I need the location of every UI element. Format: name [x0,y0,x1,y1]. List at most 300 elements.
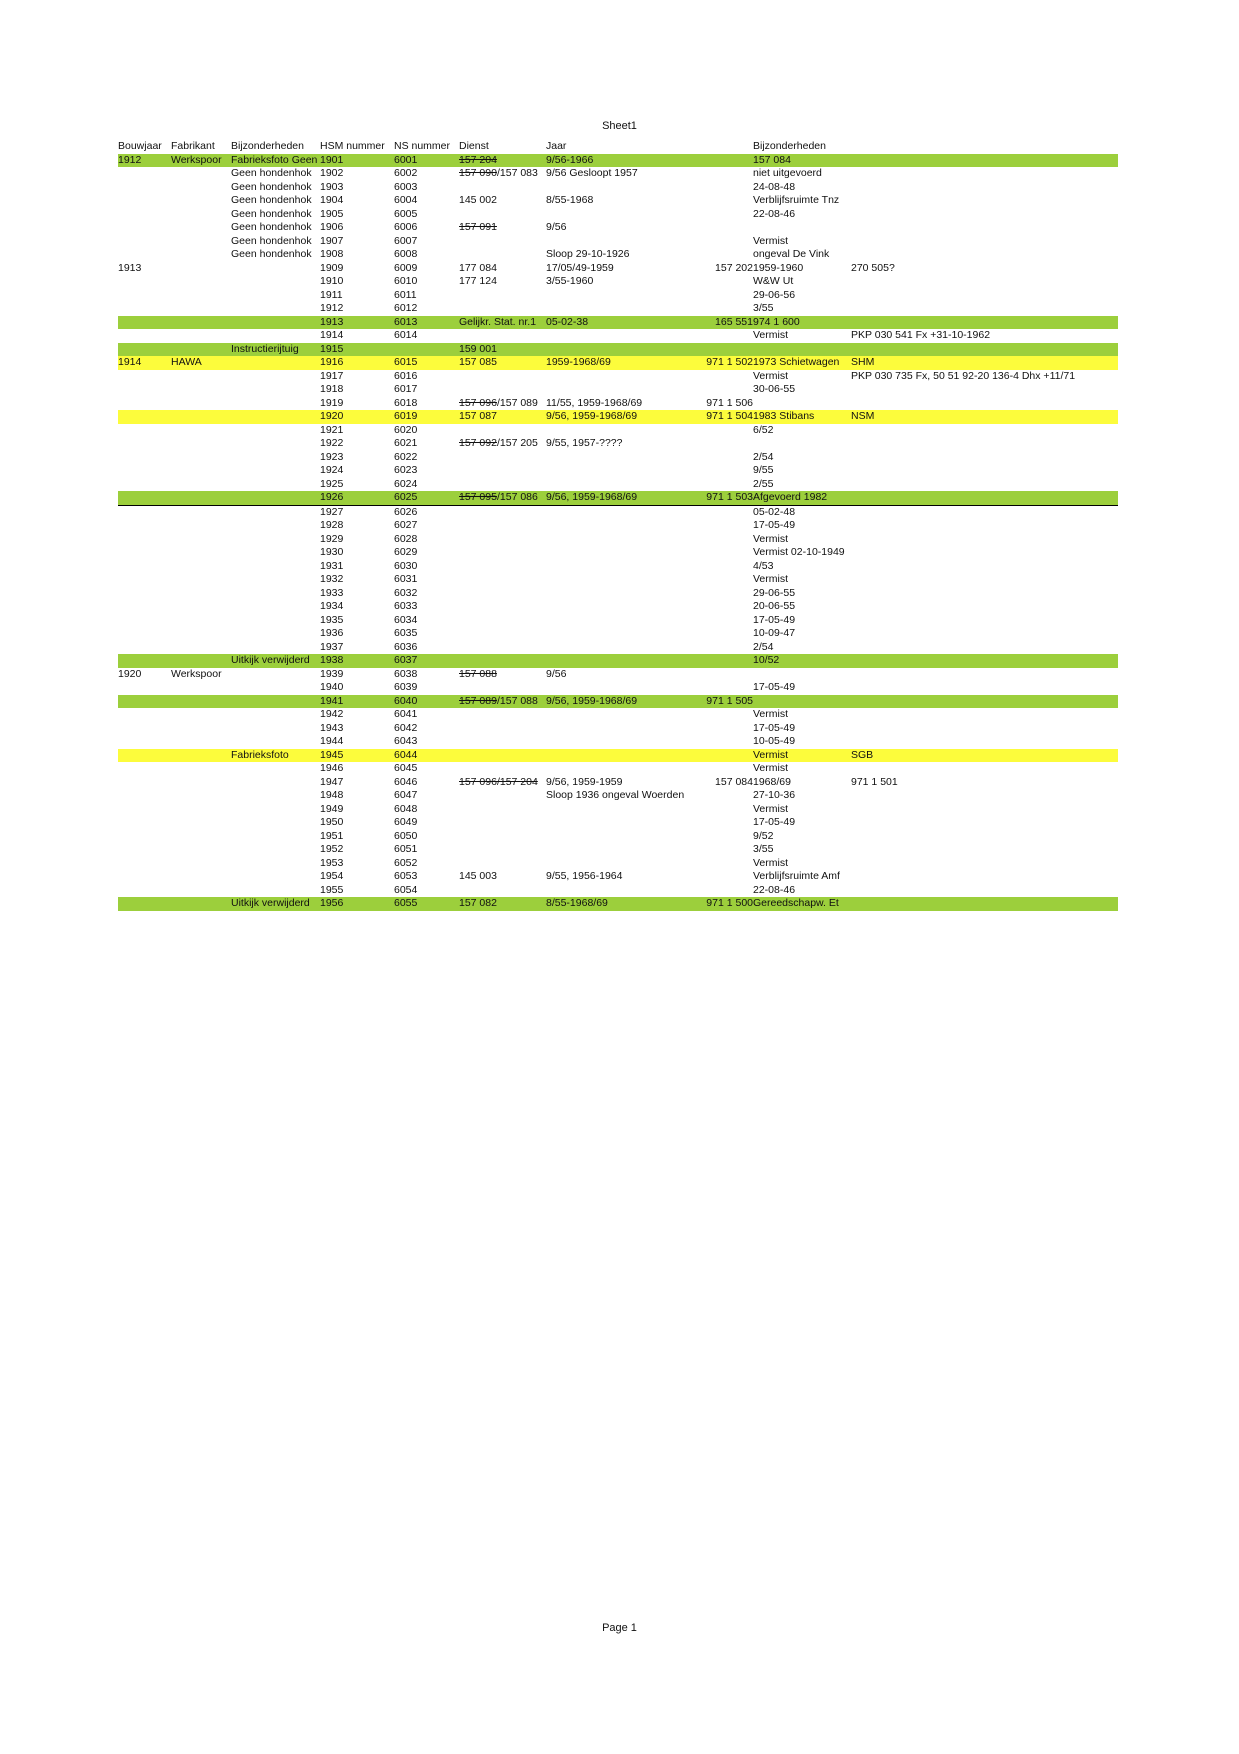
table-cell: Vermist 02-10-1949 [753,546,845,558]
table-cell: 17-05-49 [753,519,796,531]
table-cell: 05-02-38 [546,315,589,328]
table-cell: 1934 [320,600,344,612]
table-cell: 165 551 [715,315,753,328]
table-cell: 1914 [320,329,344,341]
dienst-number: 159 001 [459,342,497,355]
table-cell: 6040 [394,694,418,707]
table-cell: 1945 [320,748,344,761]
table-row [118,194,1118,208]
table-cell: 6017 [394,383,418,395]
table-cell: 9/56 Gesloopt 1957 [546,167,638,179]
dienst-number: /157 083 [496,167,538,179]
table-cell: Fabrieksfoto Geen [231,153,318,166]
table-cell: 1968/69 [753,775,791,788]
table-cell: 1914 [118,356,142,368]
table-row [118,884,1118,898]
table-cell: 971 1 501 [851,775,898,788]
table-cell: 1923 [320,450,344,463]
table-cell: Geen hondenhok [231,194,312,206]
table-cell: 6008 [394,248,418,260]
table-cell: SGB [851,748,874,761]
table-cell: Geen hondenhok [231,167,312,179]
table-cell: 9/56, 1959-1968/69 [546,694,638,707]
dienst-number: /157 088 [496,694,538,707]
table-cell: 1950 [320,816,344,828]
table-cell: Afgevoerd 1982 [753,491,828,503]
table-cell: 20-06-55 [753,600,796,612]
table-cell: 6011 [394,288,417,301]
table-row [118,451,1118,465]
table-cell: 1953 [320,856,344,869]
table-cell [459,194,545,208]
table-cell: 1942 [320,708,344,720]
table-cell: Gereedschapw. Et [753,897,839,909]
table-cell: Sloop 29-10-1926 [546,248,630,260]
table-row [118,627,1118,641]
column-header: Jaar [546,140,567,152]
table-row [118,533,1118,547]
table-cell: 6045 [394,762,418,774]
table-cell: 1913 [118,261,142,274]
data-table [118,140,1118,911]
table-cell: 1915 [320,342,344,355]
table-cell: Geen hondenhok [231,234,312,247]
table-cell: 30-06-55 [753,383,796,395]
table-row [118,668,1118,682]
table-cell: 1935 [320,613,344,626]
table-row [118,654,1118,668]
dienst-number: 177 124 [459,275,497,287]
table-cell [459,154,545,168]
table-cell: 1927 [320,505,344,518]
table-cell: 157 084 [753,153,791,166]
dienst-number: /157 089 [496,396,538,409]
table-cell: 29-06-56 [753,288,796,301]
column-header: Bijzonderheden [753,140,826,152]
struck-dienst-number: 157 089 [459,694,497,707]
table-cell: 6043 [394,735,418,747]
table-cell: 3/55 [753,302,774,314]
table-cell: 1936 [320,627,344,639]
table-cell [459,167,545,181]
table-cell: 2/54 [753,640,774,653]
table-cell: 1903 [320,180,344,193]
table-cell: 1901 [320,153,344,166]
table-row [118,208,1118,222]
column-header: Fabrikant [171,140,215,152]
table-cell: 6053 [394,870,418,882]
table-cell: 1929 [320,532,344,545]
table-cell: 10/52 [753,654,780,666]
table-cell: 1951 [320,829,344,842]
table-header-row [118,140,1118,154]
table-cell: 6013 [394,315,418,328]
table-row [118,316,1118,330]
table-row [118,491,1118,506]
table-row [118,695,1118,709]
table-cell: Werkspoor [171,153,222,166]
table-cell: 6035 [394,627,418,639]
table-row [118,830,1118,844]
dienst-number: 157 082 [459,897,497,909]
table-cell: 1905 [320,207,344,220]
table-row [118,343,1118,357]
table-row [118,546,1118,560]
table-cell [459,275,545,289]
table-row [118,816,1118,830]
table-cell: 1921 [320,423,344,436]
table-cell: Verblijfsruimte Tnz [753,194,840,206]
table-cell: 1949 [320,802,344,815]
column-header: NS nummer [394,140,451,152]
table-cell: 6015 [394,356,418,368]
struck-dienst-number: 157 095 [459,491,497,503]
table-cell: 1959-1960 [753,261,804,274]
table-cell: 6051 [394,843,418,855]
table-cell: Vermist [753,369,789,382]
table-cell: 6005 [394,207,418,220]
table-cell: Vermist [753,234,789,247]
table-row [118,789,1118,803]
table-row [118,221,1118,235]
table-cell: 1907 [320,234,344,247]
table-cell: Vermist [753,856,789,869]
table-cell [459,776,545,790]
table-cell: 6048 [394,802,418,815]
table-cell: 971 1 504 [706,410,753,422]
table-row [118,370,1118,384]
table-cell: 1943 [320,721,344,734]
table-row [118,587,1118,601]
table-cell: HAWA [171,356,202,368]
table-row [118,722,1118,736]
table-cell: 2/55 [753,477,774,490]
table-cell: 1912 [118,153,142,166]
table-cell: 6025 [394,491,418,503]
dienst-number: 157 087 [459,410,497,422]
table-cell: 6032 [394,586,418,599]
table-row [118,857,1118,871]
table-cell: 1902 [320,167,344,179]
table-cell: 17-05-49 [753,681,796,693]
table-cell: 974 1 600 [753,315,800,328]
table-cell: 971 1 500 [706,897,753,909]
table-cell: 1955 [320,883,344,896]
table-cell: 17/05/49-1959 [546,261,614,274]
table-cell [459,668,545,682]
table-cell: 1909 [320,261,344,274]
dienst-number: Gelijkr. Stat. nr.1 [459,315,537,328]
table-cell: 971 1 506 [706,396,753,409]
struck-dienst-number: 157 090 [459,167,497,179]
table-cell: 6/52 [753,423,774,436]
dienst-number: /157 205 [496,437,538,449]
struck-dienst-number: 157 096/157 204 [459,775,538,788]
table-cell: 6047 [394,789,418,801]
table-cell: 6026 [394,505,418,518]
table-cell: 1924 [320,464,344,476]
table-cell: Vermist [753,708,789,720]
table-row [118,506,1118,520]
table-cell: 1904 [320,194,344,206]
column-header: HSM nummer [320,140,385,152]
table-cell: 9/55 [753,464,774,476]
table-cell: 6022 [394,450,418,463]
table-cell: 6003 [394,180,418,193]
table-cell: 1973 Schietwagen [753,356,840,368]
table-cell: 6014 [394,329,418,341]
table-cell: 1941 [320,694,344,707]
table-cell: 6033 [394,600,418,612]
table-cell: 2/54 [753,450,774,463]
table-cell: Werkspoor [171,667,222,680]
table-cell: 1906 [320,221,344,233]
table-cell: 17-05-49 [753,721,796,734]
table-cell: 6044 [394,748,418,761]
table-cell: 1952 [320,843,344,855]
table-cell [459,221,545,235]
struck-dienst-number: 157 204 [459,153,497,166]
struck-dienst-number: 157 092 [459,437,497,449]
table-row [118,397,1118,411]
table-cell: 6024 [394,477,418,490]
table-cell: 1925 [320,477,344,490]
table-row [118,641,1118,655]
table-cell: 1954 [320,870,344,882]
table-cell: W&W Ut [753,275,794,287]
table-cell [459,356,545,370]
table-cell: 1937 [320,640,344,653]
table-cell [459,491,545,505]
table-row [118,383,1118,397]
table-cell: Vermist [753,573,789,585]
table-cell: 1920 [320,410,344,422]
table-cell: Instructierijtuig [231,342,299,355]
table-cell: Uitkijk verwijderd [231,654,310,666]
table-cell: 1917 [320,369,344,382]
table-cell: 157 084 [715,775,753,788]
table-cell: SHM [851,356,875,368]
table-cell: ongeval De Vink [753,248,830,260]
table-row [118,181,1118,195]
table-row [118,897,1118,911]
table-cell: PKP 030 735 Fx, 50 51 92-20 136-4 Dhx +11/71 [851,369,1076,382]
table-row [118,302,1118,316]
table-row [118,803,1118,817]
table-cell: 9/56, 1959-1968/69 [546,410,638,422]
table-cell: 6009 [394,261,418,274]
table-cell: 9/55, 1956-1964 [546,870,623,882]
table-cell: 6054 [394,883,418,896]
table-cell: Verblijfsruimte Amf [753,870,840,882]
table-row [118,478,1118,492]
table-cell: PKP 030 541 Fx +31-10-1962 [851,329,991,341]
table-cell: 10-05-49 [753,735,796,747]
table-cell: 1959-1968/69 [546,356,611,368]
table-cell: 1918 [320,383,344,395]
table-cell: 6031 [394,573,418,585]
table-cell: 9/55, 1957-???? [546,437,623,449]
table-cell: 6021 [394,437,418,449]
table-cell: 270 505? [851,261,895,274]
table-row [118,410,1118,424]
struck-dienst-number: 157 096 [459,396,497,409]
table-cell: 1919 [320,396,344,409]
page-footer: Page 1 [602,1622,637,1634]
table-cell: 1926 [320,491,344,503]
table-cell: 6007 [394,234,418,247]
table-cell: 1933 [320,586,344,599]
table-cell: 3/55 [753,843,774,855]
table-row [118,262,1118,276]
table-row [118,600,1118,614]
table-cell: 6029 [394,546,418,558]
table-row [118,424,1118,438]
table-cell: Geen hondenhok [231,248,312,260]
table-cell: 1946 [320,762,344,774]
table-row [118,329,1118,343]
table-cell: 9/56 [546,667,567,680]
table-cell: 1912 [320,302,344,314]
table-cell: 6049 [394,816,418,828]
table-row [118,735,1118,749]
table-cell: 6006 [394,221,418,233]
table-cell: 1983 Stibans [753,410,815,422]
table-cell: 3/55-1960 [546,275,594,287]
table-row [118,762,1118,776]
table-cell [459,316,545,330]
table-cell: 1938 [320,654,344,666]
table-cell: 1947 [320,775,344,788]
table-row [118,614,1118,628]
table-cell: 6019 [394,410,418,422]
table-cell: 6023 [394,464,418,476]
table-row [118,573,1118,587]
table-row [118,167,1118,181]
table-cell: 971 1 503 [706,491,753,503]
table-cell: 6034 [394,613,418,626]
table-cell: Vermist [753,329,789,341]
table-row [118,154,1118,168]
table-row [118,870,1118,884]
table-row [118,708,1118,722]
table-cell [459,262,545,276]
table-row [118,464,1118,478]
table-cell: 6036 [394,640,418,653]
table-cell: 6038 [394,667,418,680]
table-cell: 6028 [394,532,418,545]
table-cell: 22-08-46 [753,883,796,896]
table-cell [459,410,545,424]
table-cell: 9/52 [753,829,774,842]
table-cell: 1939 [320,667,344,680]
table-cell: 1911 [320,288,343,301]
table-cell [459,695,545,709]
struck-dienst-number: 157 091 [459,221,497,233]
table-cell: 6052 [394,856,418,869]
table-cell: 8/55-1968/69 [546,897,608,909]
table-cell: 6018 [394,396,418,409]
table-cell: 1931 [320,559,344,572]
dienst-number: 145 002 [459,194,497,206]
table-cell: 6055 [394,897,418,909]
table-cell: 6004 [394,194,418,206]
table-cell: 6027 [394,519,418,531]
table-cell: 17-05-49 [753,816,796,828]
table-cell: 6010 [394,275,418,287]
table-cell: 17-05-49 [753,613,796,626]
table-cell: 1928 [320,519,344,531]
table-cell: 6042 [394,721,418,734]
table-cell: 6020 [394,423,418,436]
column-header: Bijzonderheden [231,140,304,152]
table-cell: 6039 [394,681,418,693]
table-cell: 1956 [320,897,344,909]
table-cell: 10-09-47 [753,627,796,639]
table-cell: 971 1 505 [706,694,753,707]
table-cell: Uitkijk verwijderd [231,897,310,909]
table-cell: 8/55-1968 [546,194,594,206]
struck-dienst-number: 157 088 [459,667,497,680]
table-cell [459,437,545,451]
table-cell: 29-06-55 [753,586,796,599]
dienst-number: 145 003 [459,870,497,882]
table-cell: 1948 [320,789,344,801]
table-cell: 9/56-1966 [546,153,594,166]
table-cell: 6012 [394,302,418,314]
table-row [118,776,1118,790]
dienst-number: 157 085 [459,356,497,368]
table-cell: Vermist [753,802,789,815]
table-cell: 1930 [320,546,344,558]
table-row [118,749,1118,763]
table-cell: 22-08-46 [753,207,796,220]
table-cell: 6002 [394,167,418,179]
table-cell: 27-10-36 [753,789,796,801]
table-cell: 6046 [394,775,418,788]
table-cell: 1920 [118,667,142,680]
table-row [118,437,1118,451]
table-cell: 1932 [320,573,344,585]
table-row [118,248,1118,262]
table-row [118,235,1118,249]
table-cell [459,397,545,411]
table-cell: niet uitgevoerd [753,167,822,179]
table-row [118,275,1118,289]
sheet-title: Sheet1 [602,120,637,132]
table-cell [459,343,545,357]
table-cell: Fabrieksfoto [231,748,289,761]
table-cell: 9/56, 1959-1968/69 [546,491,638,503]
table-cell: Geen hondenhok [231,207,312,220]
table-cell: 6041 [394,708,418,720]
table-cell [459,897,545,911]
table-row [118,681,1118,695]
table-cell [459,870,545,884]
table-cell: 157 202 [715,261,753,274]
table-row [118,560,1118,574]
table-row [118,356,1118,370]
table-cell: Geen hondenhok [231,180,312,193]
table-cell: 1913 [320,315,344,328]
column-header: Dienst [459,140,489,152]
dienst-number: 177 084 [459,261,497,274]
table-cell: 1944 [320,735,344,747]
table-cell: Geen hondenhok [231,221,312,233]
table-row [118,843,1118,857]
table-cell: 9/56 [546,221,567,233]
table-cell: 6030 [394,559,418,572]
